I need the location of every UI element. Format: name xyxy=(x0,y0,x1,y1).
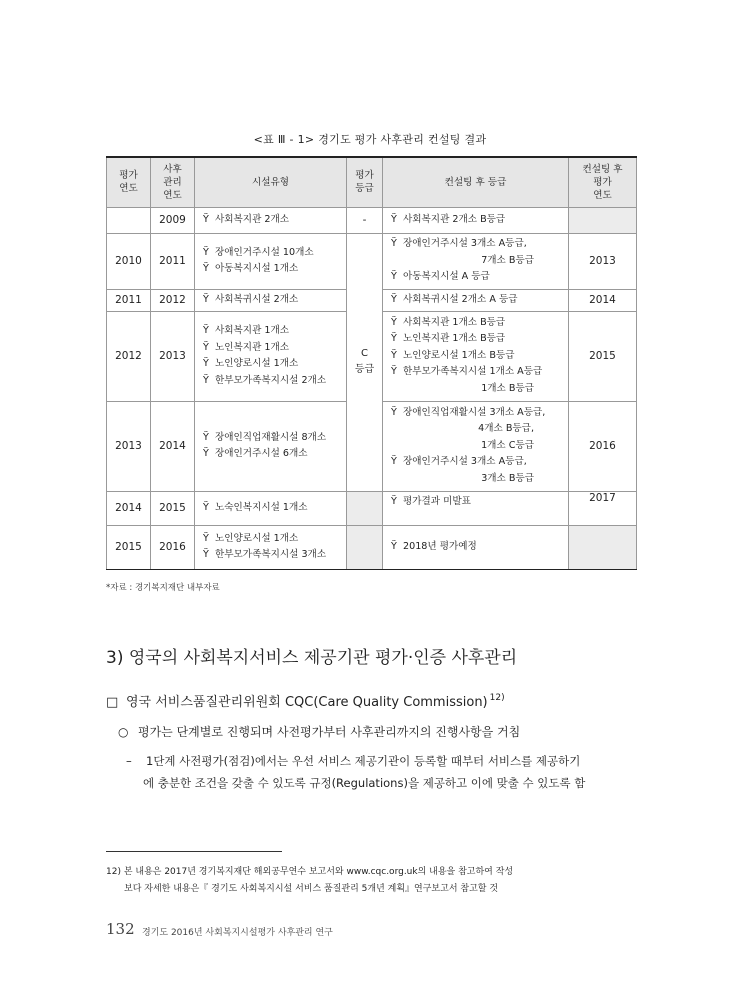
cell-consult-year: 2017 xyxy=(569,491,637,525)
circle-bullet-icon: ○ xyxy=(118,725,129,739)
square-bullet-item xyxy=(106,691,505,710)
cell-facilities: Ÿ 노숙인복지시설 1개소 xyxy=(195,491,347,525)
cell-followup-year: 2013 xyxy=(151,311,195,401)
cell-facilities: Ÿ 장애인거주시설 10개소 Ÿ 아동복지시설 1개소 xyxy=(195,233,347,289)
cell-followup-year: 2015 xyxy=(151,491,195,525)
cell-followup-year: 2012 xyxy=(151,289,195,311)
cell-followup-year: 2011 xyxy=(151,233,195,289)
cell-consult-year xyxy=(569,525,637,569)
cell-eval-year: 2012 xyxy=(107,311,151,401)
cell-post-grade: Ÿ 사회복지관 2개소 B등급 xyxy=(383,207,569,233)
cell-eval-year: 2013 xyxy=(107,401,151,491)
cell-eval-year: 2010 xyxy=(107,233,151,289)
dash-bullet-text-line1: 1단계 사전평가(점검)에서는 우선 서비스 제공기관이 등록할 때부터 서비스를 제공하기 xyxy=(146,754,581,768)
cell-consult-year: 2015 xyxy=(569,311,637,401)
cell-eval-year xyxy=(107,207,151,233)
table-row xyxy=(107,525,637,569)
square-bullet-icon: □ xyxy=(106,695,119,710)
table-caption: <표 Ⅲ - 1> 경기도 평가 사후관리 컨설팅 결과 xyxy=(253,133,487,146)
cell-eval-year: 2015 xyxy=(107,525,151,569)
header-followup-year: 사후 관리 연도 xyxy=(151,157,195,207)
cell-eval-year: 2011 xyxy=(107,289,151,311)
footnote-line2: 보다 자세한 내용은『 경기도 사회복지시설 서비스 품질관리 5개년 계획』연구보고서 참고할 것 xyxy=(124,884,499,894)
cell-consult-year: 2014 xyxy=(569,289,637,311)
cell-grade-merged: C 등급 xyxy=(347,233,383,491)
cell-facilities: Ÿ 사회복지관 2개소 xyxy=(195,207,347,233)
header-eval-grade: 평가 등급 xyxy=(347,157,383,207)
cell-followup-year: 2016 xyxy=(151,525,195,569)
cell-post-grade: Ÿ 장애인직업재활시설 3개소 A등급, 4개소 B등급, 1개소 C등급 Ÿ 장애인거주시설 3개소 A등급, 3개소 B등급 xyxy=(383,401,569,491)
cell-post-grade: Ÿ 2018년 평가예정 xyxy=(383,525,569,569)
cell-consult-year xyxy=(569,207,637,233)
cell-facilities: Ÿ 사회복귀시설 2개소 xyxy=(195,289,347,311)
table-source-note: *자료 : 경기복지재단 내부자료 xyxy=(106,583,220,593)
cell-grade: - xyxy=(347,207,383,233)
cell-post-grade: Ÿ 장애인거주시설 3개소 A등급, 7개소 B등급 Ÿ 아동복지시설 A 등급 xyxy=(383,233,569,289)
square-bullet-text: 영국 서비스품질관리위원회 CQC(Care Quality Commission) xyxy=(126,695,488,710)
table-row xyxy=(107,491,637,525)
dash-bullet-text-line2: 에 충분한 조건을 갖출 수 있도록 규정(Regulations)을 제공하고 이에 맞출 수 있도록 함 xyxy=(143,776,586,790)
dash-bullet-icon: – xyxy=(126,754,132,768)
header-post-grade: 컨설팅 후 등급 xyxy=(383,157,569,207)
cell-facilities: Ÿ 장애인직업재활시설 8개소 Ÿ 장애인거주시설 6개소 xyxy=(195,401,347,491)
cell-grade xyxy=(347,525,383,569)
page-number: 132 xyxy=(106,920,135,938)
running-head: 경기도 2016년 사회복지시설평가 사후관리 연구 xyxy=(142,928,333,938)
cell-post-grade: Ÿ 평가결과 미발표 xyxy=(383,491,569,525)
table-header-row xyxy=(107,157,637,207)
cell-followup-year: 2014 xyxy=(151,401,195,491)
cell-post-grade: Ÿ 사회복귀시설 2개소 A 등급 xyxy=(383,289,569,311)
cell-post-grade: Ÿ 사회복지관 1개소 B등급 Ÿ 노인복지관 1개소 B등급 Ÿ 노인양로시설 1개소 B등급 Ÿ 한부모가족복지시설 1개소 A등급 1개소 B등급 xyxy=(383,311,569,401)
section-title: 3) 영국의 사회복지서비스 제공기관 평가·인증 사후관리 xyxy=(106,648,518,668)
circle-bullet-item xyxy=(118,723,520,740)
footnote-line1: 12) 본 내용은 2017년 경기복지재단 해외공무연수 보고서와 www.cqc.org.uk의 내용을 참고하여 작성 xyxy=(106,867,514,877)
footnote xyxy=(106,864,513,898)
cell-grade xyxy=(347,491,383,525)
table-row xyxy=(107,207,637,233)
table-row xyxy=(107,233,637,289)
header-consult-after-year: 컨설팅 후 평가 연도 xyxy=(569,157,637,207)
consulting-results-table xyxy=(106,156,637,570)
footnote-reference: 12) xyxy=(489,693,505,703)
circle-bullet-text: 평가는 단계별로 진행되며 사전평가부터 사후관리까지의 진행사항을 거침 xyxy=(138,725,521,739)
header-eval-year: 평가 연도 xyxy=(107,157,151,207)
header-facility-type: 시설유형 xyxy=(195,157,347,207)
footnote-divider xyxy=(106,851,282,852)
cell-facilities: Ÿ 사회복지관 1개소 Ÿ 노인복지관 1개소 Ÿ 노인양로시설 1개소 Ÿ 한부모가족복지시설 2개소 xyxy=(195,311,347,401)
cell-eval-year: 2014 xyxy=(107,491,151,525)
dash-bullet-item xyxy=(126,750,585,794)
cell-facilities: Ÿ 노인양로시설 1개소 Ÿ 한부모가족복지시설 3개소 xyxy=(195,525,347,569)
cell-consult-year: 2013 xyxy=(569,233,637,289)
cell-consult-year: 2016 xyxy=(569,401,637,491)
cell-followup-year: 2009 xyxy=(151,207,195,233)
